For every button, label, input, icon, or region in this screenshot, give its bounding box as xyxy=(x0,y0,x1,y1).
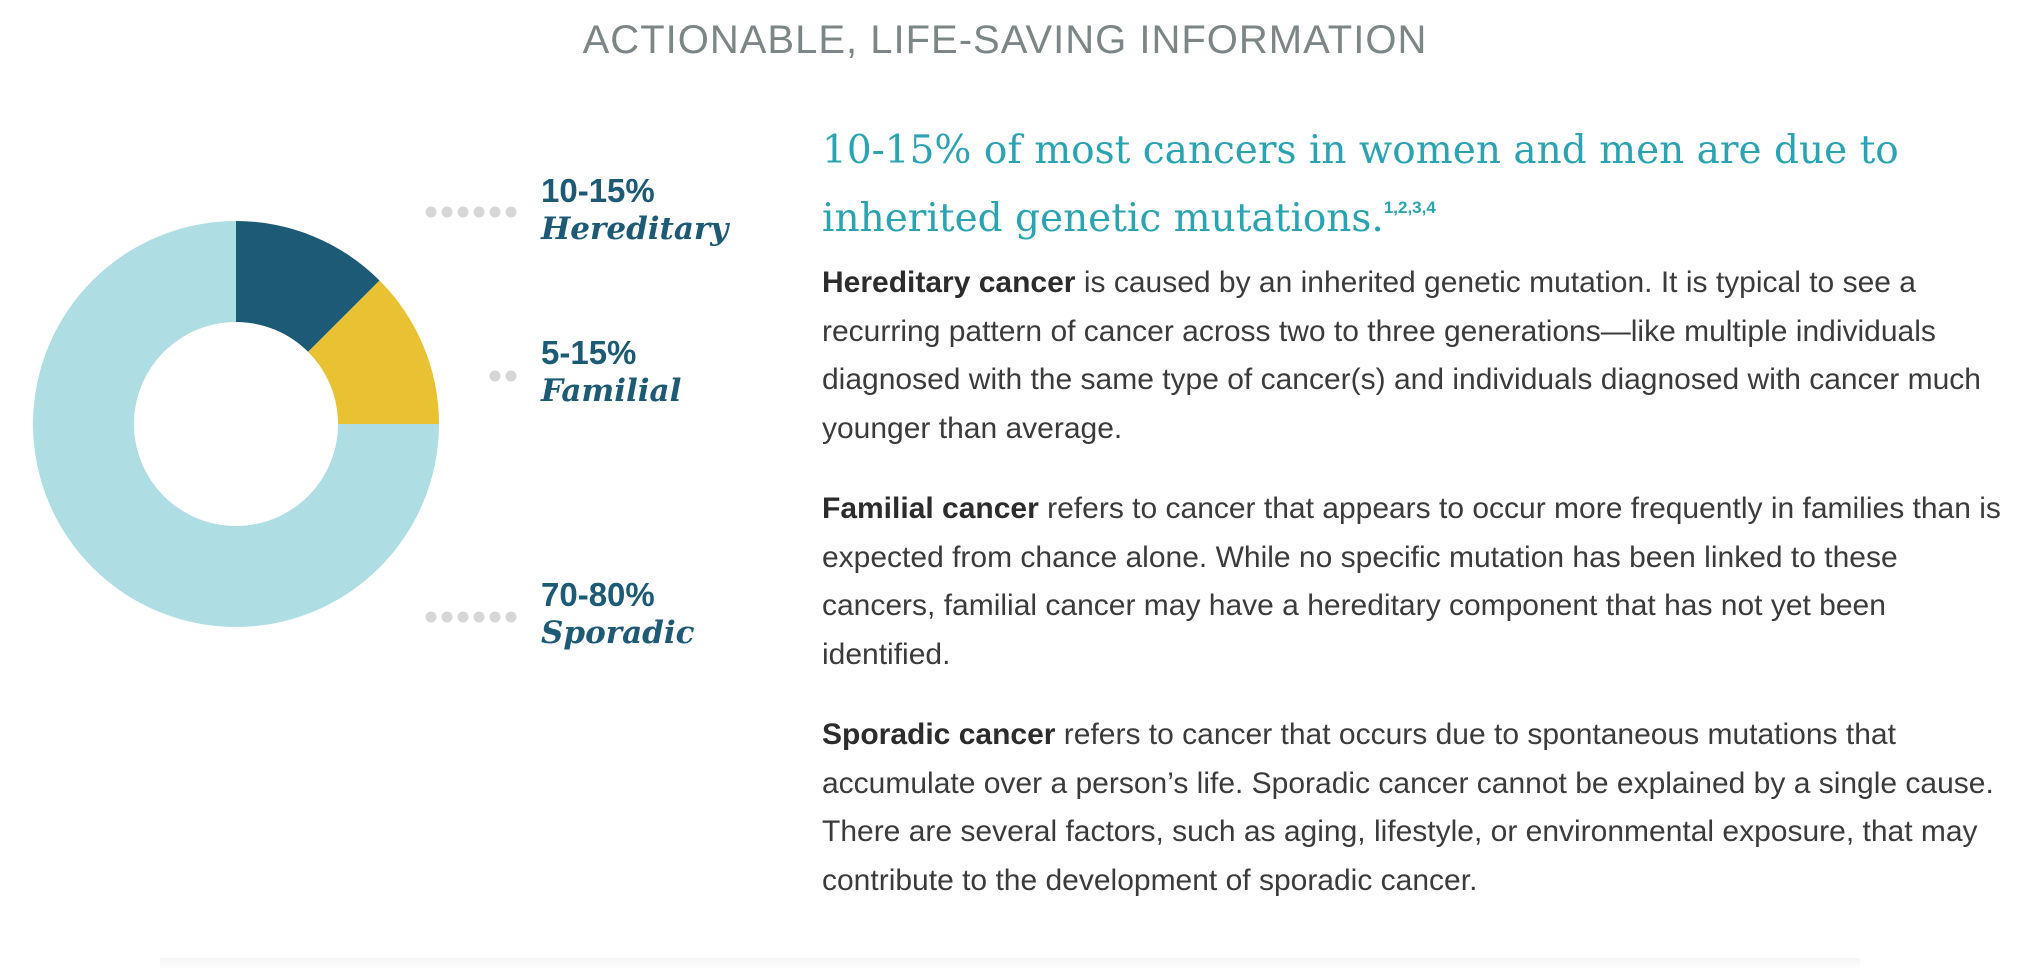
legend-sporadic xyxy=(541,576,695,652)
text-familial: refers to cancer that appears to occur more frequently in families than is expected from chance alone. While no specific mutation has been linked to these cancers, familial cancer may have a hereditary component that has not yet been identified. xyxy=(822,492,2001,671)
leader-dots-hereditary xyxy=(426,207,517,218)
leader-dot xyxy=(506,612,517,623)
leader-dot xyxy=(458,207,469,218)
text-sporadic: refers to cancer that occurs due to spontaneous mutations that accumulate over a person’s life. Sporadic cancer cannot be explained by a single cause. There are several factors, such as aging, lifestyle, or environmental exposure, that may contribute to the development of sporadic cancer. xyxy=(822,718,1994,897)
paragraph-sporadic xyxy=(822,711,2012,905)
legend-hereditary-pct: 10-15% xyxy=(541,172,655,209)
term-hereditary: Hereditary cancer xyxy=(822,266,1076,299)
term-sporadic: Sporadic cancer xyxy=(822,718,1056,751)
leader-dot xyxy=(506,207,517,218)
headline-text: 10-15% of most cancers in women and men are due to inherited genetic mutations. xyxy=(822,128,1899,241)
paragraph-hereditary xyxy=(822,259,2012,453)
leader-dot xyxy=(442,612,453,623)
leader-dot xyxy=(426,612,437,623)
leader-dot xyxy=(474,612,485,623)
legend-sporadic-name: Sporadic xyxy=(541,615,695,651)
headline-references: 1,2,3,4 xyxy=(1383,198,1436,217)
leader-dots-familial xyxy=(490,371,517,382)
headline xyxy=(822,122,2012,247)
leader-dot xyxy=(490,207,501,218)
donut-chart-area xyxy=(0,120,760,680)
legend-familial-pct: 5-15% xyxy=(541,334,637,371)
leader-dot xyxy=(474,207,485,218)
leader-dot xyxy=(506,371,517,382)
legend-familial xyxy=(541,334,681,410)
leader-dot xyxy=(458,612,469,623)
legend-hereditary-name: Hereditary xyxy=(541,211,729,247)
bottom-divider xyxy=(160,958,1860,970)
paragraph-familial xyxy=(822,485,2012,679)
leader-dots-sporadic xyxy=(426,612,517,623)
leader-dot xyxy=(442,207,453,218)
legend-hereditary xyxy=(541,172,728,248)
info-column xyxy=(822,122,2012,937)
text-hereditary: is caused by an inherited genetic mutation. It is typical to see a recurring pattern of cancer across two to three generations—like multiple individuals diagnosed with the same type of cancer(s) and individuals diagnosed with cancer much younger than average. xyxy=(822,266,1981,445)
legend-familial-name: Familial xyxy=(541,373,682,409)
legend-sporadic-pct: 70-80% xyxy=(541,576,655,613)
section-title: ACTIONABLE, LIFE-SAVING INFORMATION xyxy=(582,18,1428,62)
leader-dot xyxy=(490,612,501,623)
term-familial: Familial cancer xyxy=(822,492,1039,525)
leader-dot xyxy=(426,207,437,218)
leader-dot xyxy=(490,371,501,382)
